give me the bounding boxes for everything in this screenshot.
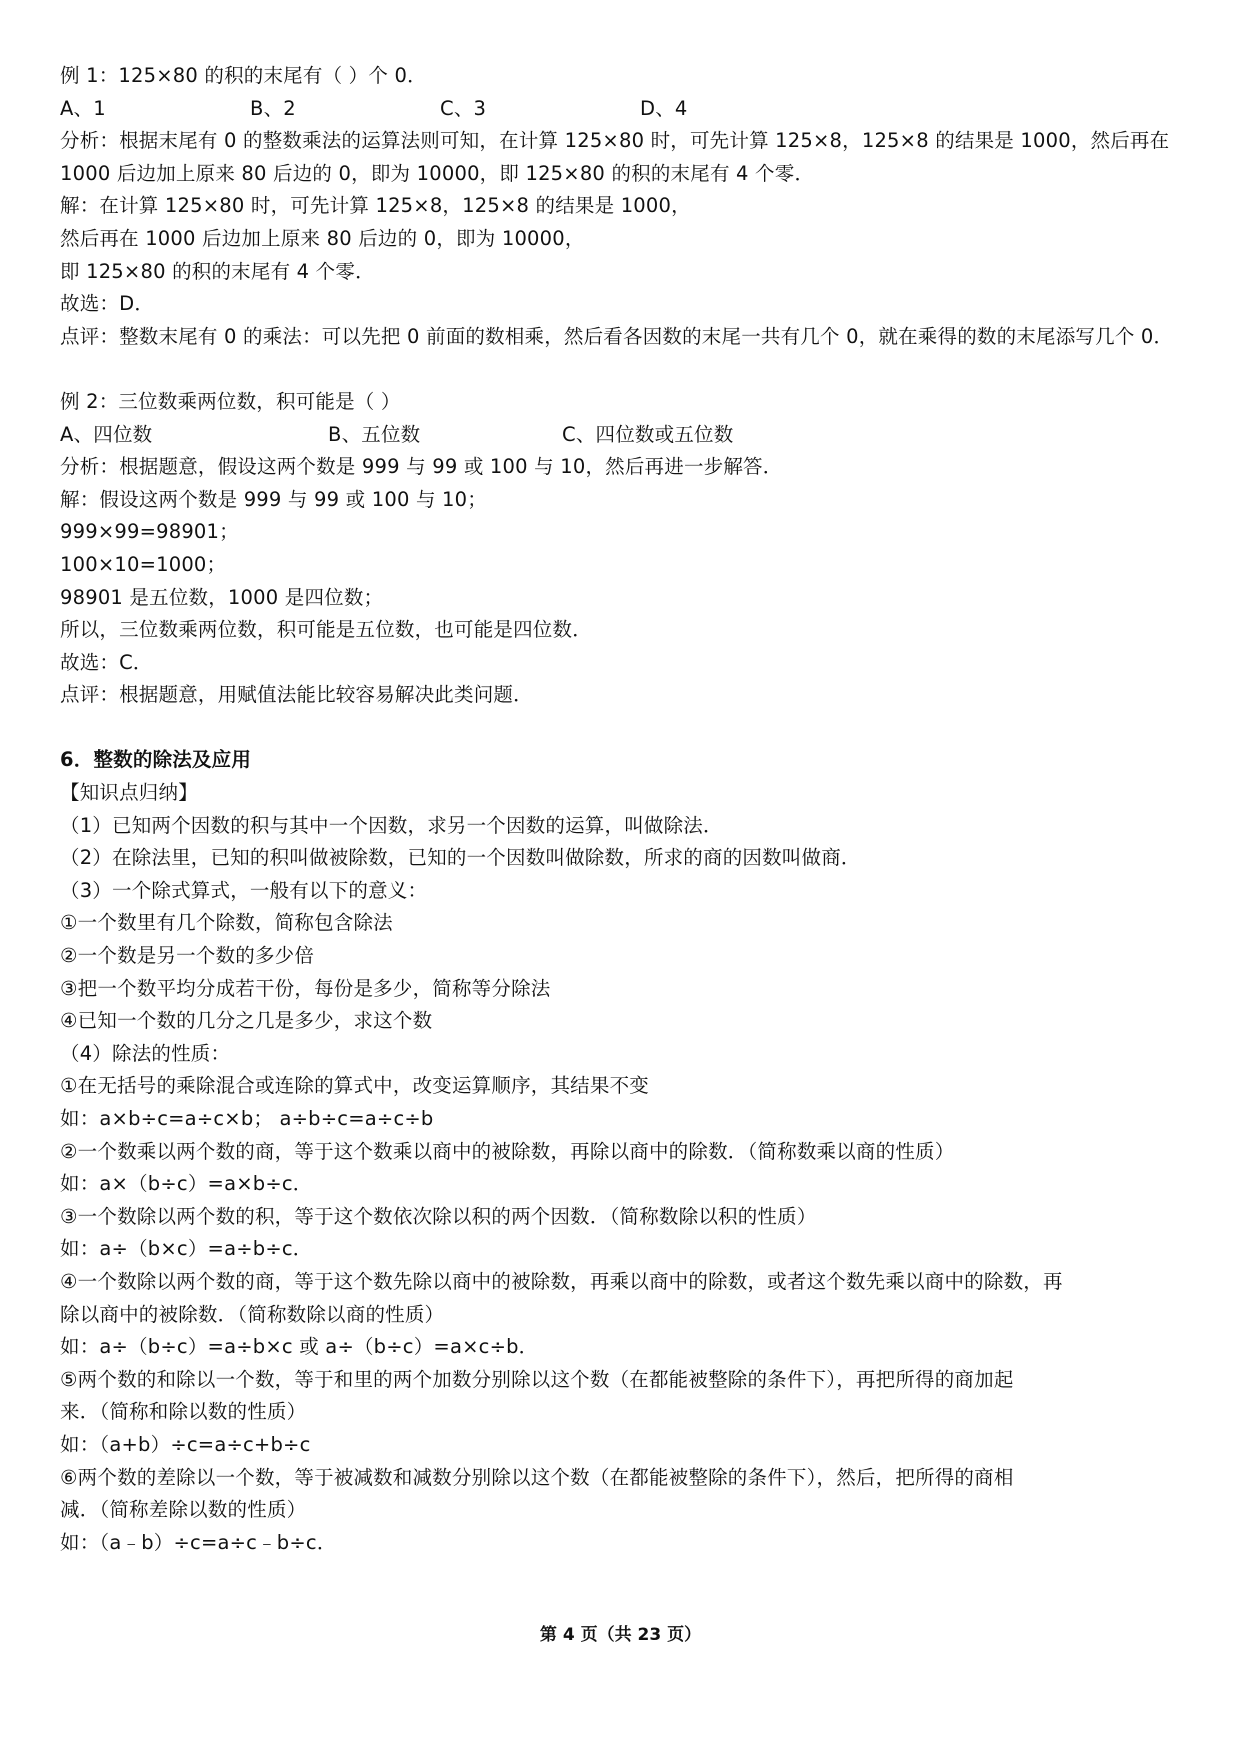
example2-analysis: 分析：根据题意，假设这两个数是 999 与 99 或 100 与 10，然后再进一步解答． [60, 455, 783, 479]
example1-solution-line: 解：在计算 125×80 时，可先计算 125×8，125×8 的结果是 1000， [60, 194, 691, 218]
knowledge-line: ③一个数除以两个数的积，等于这个数依次除以积的两个因数．（简称数除以积的性质） [60, 1204, 817, 1228]
example1-solution-line: 然后再在 1000 后边加上原来 80 后边的 0，即为 10000， [60, 226, 585, 250]
knowledge-line: ②一个数乘以两个数的商，等于这个数乘以商中的被除数，再除以商中的除数．（简称数乘以商的性质） [60, 1139, 955, 1163]
example2-choice: 故选：C． [60, 650, 153, 674]
example1-comment: 点评：整数末尾有 0 的乘法：可以先把 0 前面的数相乘，然后看各因数的末尾一共有几个 0，就在乘得的数的末尾添写几个 0． [60, 324, 1174, 348]
spacer [60, 353, 1190, 386]
knowledge-line: ⑤两个数的和除以一个数，等于和里的两个加数分别除以这个数（在都能被整除的条件下），再把所得的商加起 [60, 1367, 1014, 1391]
knowledge-line: ③把一个数平均分成若干份，每份是多少，简称等分除法 [60, 976, 551, 1000]
example2-solution-line: 98901 是五位数，1000 是四位数； [60, 585, 384, 609]
knowledge-line: 除以商中的被除数．（简称数除以商的性质） [60, 1302, 445, 1326]
page-footer: 第 4 页（共 23 页） [539, 1625, 702, 1645]
knowledge-line: （1）已知两个因数的积与其中一个因数，求另一个因数的运算，叫做除法． [60, 813, 723, 837]
example2-comment: 点评：根据题意，用赋值法能比较容易解决此类问题． [60, 683, 533, 707]
knowledge-line: （4）除法的性质： [60, 1041, 231, 1065]
knowledge-line: ②一个数是另一个数的多少倍 [60, 944, 315, 968]
example1-analysis: 分析：根据末尾有 0 的整数乘法的运算法则可知，在计算 125×80 时，可先计算 125×8，125×8 的结果是 1000，然后再在 1000 后边加上原来 80 后边的 0，即为 10000，即 125×80 的积的末尾有 4 个零． [60, 129, 1170, 185]
example1-choice: 故选：D． [60, 292, 155, 316]
knowledge-line: ④一个数除以两个数的商，等于这个数先除以商中的被除数，再乘以商中的除数，或者这个数先乘以商中的除数，再 [60, 1269, 1063, 1293]
knowledge-line: ①在无括号的乘除混合或连除的算式中，改变运算顺序，其结果不变 [60, 1074, 649, 1098]
knowledge-line: 如：a×（b÷c）=a×b÷c． [60, 1172, 313, 1196]
knowledge-line: 来．（简称和除以数的性质） [60, 1400, 307, 1424]
example2-question: 例 2：三位数乘两位数，积可能是（ ） [60, 389, 401, 413]
section-heading: 6．整数的除法及应用 [60, 748, 252, 772]
option-b: B、2 [250, 96, 296, 120]
option-a: A、四位数 [60, 422, 153, 446]
knowledge-line: （3）一个除式算式，一般有以下的意义： [60, 878, 428, 902]
knowledge-line: 如：a×b÷c=a÷c×b； a÷b÷c=a÷c÷b [60, 1107, 434, 1130]
example2-solution-line: 所以，三位数乘两位数，积可能是五位数，也可能是四位数． [60, 618, 592, 642]
option-c: C、四位数或五位数 [562, 422, 734, 446]
knowledge-line: ④已知一个数的几分之几是多少，求这个数 [60, 1009, 433, 1033]
option-b: B、五位数 [328, 422, 421, 446]
knowledge-line: 如：（a﹣b）÷c=a÷c﹣b÷c． [60, 1530, 337, 1554]
example2-options [60, 419, 1190, 452]
example1-solution-line: 即 125×80 的积的末尾有 4 个零． [60, 259, 375, 283]
option-d: D、4 [640, 96, 688, 120]
document-page [60, 60, 1190, 1559]
example1-options [60, 93, 1190, 126]
example2-solution-line: 解：假设这两个数是 999 与 99 或 100 与 10； [60, 487, 487, 511]
knowledge-line: 减．（简称差除以数的性质） [60, 1498, 307, 1522]
example2-solution-line: 100×10=1000； [60, 552, 227, 576]
option-a: A、1 [60, 96, 106, 120]
knowledge-line: 如：a÷（b×c）=a÷b÷c． [60, 1237, 313, 1261]
section-subheading: 【知识点归纳】 [60, 781, 198, 805]
example1-question: 例 1：125×80 的积的末尾有（ ）个 0． [60, 64, 427, 87]
knowledge-line: 如：a÷（b÷c）=a÷b×c 或 a÷（b÷c）=a×c÷b． [60, 1335, 539, 1359]
example2-solution-line: 999×99=98901； [60, 520, 239, 544]
knowledge-line: ①一个数里有几个除数，简称包含除法 [60, 911, 393, 935]
option-c: C、3 [440, 96, 487, 120]
knowledge-line: ⑥两个数的差除以一个数，等于被减数和减数分别除以这个数（在都能被整除的条件下），然后，把所得的商相 [60, 1465, 1014, 1489]
knowledge-line: 如：（a+b）÷c=a÷c+b÷c [60, 1432, 311, 1456]
spacer [60, 712, 1190, 745]
knowledge-line: （2）在除法里，已知的积叫做被除数，已知的一个因数叫做除数，所求的商的因数叫做商． [60, 846, 861, 870]
